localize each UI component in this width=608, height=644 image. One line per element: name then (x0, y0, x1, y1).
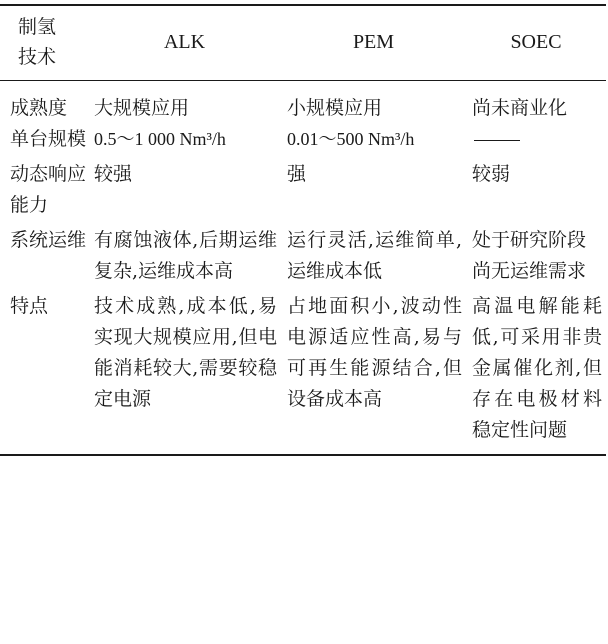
table-row-unit-scale (0, 124, 606, 159)
header-tech-text: 制氢 技术 (18, 16, 57, 68)
cell-soec: 高温电解能耗低,可采用非贵金属催化剂,但存在电极材料稳定性问题 (472, 295, 602, 441)
hydrogen-tech-comparison-table (0, 4, 606, 456)
cell-alk: 有腐蚀液体,后期运维复杂,运维成本高 (94, 229, 277, 282)
cell-pem: 0.01～500 Nm³/h (287, 129, 415, 149)
header-alk: ALK (163, 30, 206, 53)
cell-alk: 0.5～1 000 Nm³/h (94, 129, 226, 149)
cell-pem: 小规模应用 (287, 97, 383, 119)
table-header-row (0, 5, 606, 81)
header-soec: SOEC (510, 30, 562, 53)
cell-soec (466, 124, 606, 159)
row-label: 动态响应能力 (10, 163, 87, 216)
table-row-system-om (0, 225, 606, 291)
header-pem: PEM (352, 30, 395, 53)
cell-alk: 技术成熟,成本低,易实现大规模应用,但电能消耗较大,需要较稳定电源 (94, 295, 277, 410)
table-row-features (0, 291, 606, 455)
row-label: 特点 (10, 295, 49, 317)
row-label: 单台规模 (10, 128, 87, 150)
table-row-dynamic-response (0, 159, 606, 225)
cell-pem: 强 (287, 163, 307, 185)
cell-pem: 占地面积小,波动性电源适应性高,易与可再生能源结合,但设备成本高 (287, 295, 462, 410)
cell-soec: 尚未商业化 (472, 97, 568, 119)
header-tech-label (0, 5, 88, 81)
cell-alk: 较强 (94, 163, 133, 185)
table-row-maturity (0, 81, 606, 125)
row-label: 成熟度 (10, 97, 68, 119)
row-label: 系统运维 (10, 229, 87, 251)
dash-mark (474, 140, 520, 141)
cell-soec: 处于研究阶段 尚无运维需求 (472, 229, 587, 282)
cell-alk: 大规模应用 (94, 97, 190, 119)
cell-soec: 较弱 (472, 163, 511, 185)
cell-pem: 运行灵活,运维简单,运维成本低 (287, 229, 462, 282)
